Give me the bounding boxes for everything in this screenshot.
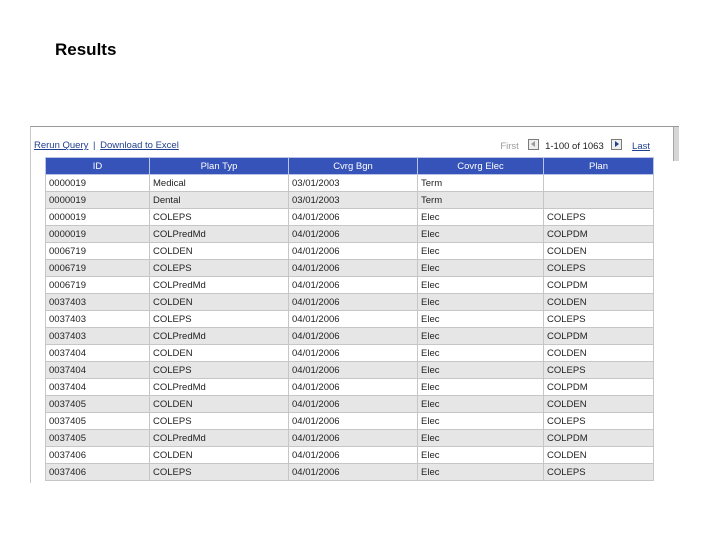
cell-coverage-election: Elec [418, 379, 544, 396]
cell-plan: COLEPS [544, 209, 654, 226]
cell-coverage-begin: 04/01/2006 [289, 413, 418, 430]
cell-plan: COLPDM [544, 226, 654, 243]
cell-coverage-election: Elec [418, 362, 544, 379]
table-row [46, 226, 654, 243]
table-row [46, 209, 654, 226]
cell-coverage-election: Elec [418, 260, 544, 277]
cell-coverage-election: Term [418, 175, 544, 192]
cell-id: 0006719 [46, 243, 150, 260]
cell-coverage-election: Elec [418, 277, 544, 294]
cell-coverage-begin: 04/01/2006 [289, 345, 418, 362]
column-header-coverage-election[interactable]: Covrg Elec [418, 158, 544, 175]
cell-id: 0037403 [46, 294, 150, 311]
column-header-id[interactable]: ID [46, 158, 150, 175]
cell-coverage-begin: 04/01/2006 [289, 294, 418, 311]
cell-coverage-begin: 04/01/2006 [289, 379, 418, 396]
cell-plan-type: Dental [150, 192, 289, 209]
last-page-link[interactable]: Last [632, 141, 650, 152]
cell-plan [544, 175, 654, 192]
cell-id: 0037404 [46, 345, 150, 362]
cell-plan-type: COLEPS [150, 260, 289, 277]
cell-plan-type: COLPredMd [150, 379, 289, 396]
cell-plan: COLDEN [544, 294, 654, 311]
first-page-link[interactable]: First [500, 141, 519, 152]
table-row [46, 260, 654, 277]
cell-id: 0037405 [46, 396, 150, 413]
cell-coverage-election: Elec [418, 447, 544, 464]
arrow-right-icon[interactable] [611, 139, 622, 150]
cell-coverage-election: Term [418, 192, 544, 209]
cell-plan-type: COLDEN [150, 345, 289, 362]
table-row [46, 464, 654, 481]
table-row [46, 447, 654, 464]
cell-id: 0037404 [46, 379, 150, 396]
cell-coverage-begin: 04/01/2006 [289, 260, 418, 277]
download-excel-link[interactable]: Download to Excel [100, 140, 179, 151]
cell-id: 0037405 [46, 430, 150, 447]
table-row [46, 413, 654, 430]
cell-plan: COLEPS [544, 362, 654, 379]
table-body [46, 175, 654, 481]
cell-coverage-begin: 04/01/2006 [289, 464, 418, 481]
table-row [46, 294, 654, 311]
cell-plan-type: Medical [150, 175, 289, 192]
table-row [46, 243, 654, 260]
cell-plan-type: COLDEN [150, 447, 289, 464]
table-row [46, 379, 654, 396]
cell-coverage-election: Elec [418, 464, 544, 481]
cell-plan: COLPDM [544, 430, 654, 447]
cell-plan-type: COLEPS [150, 209, 289, 226]
cell-plan: COLEPS [544, 464, 654, 481]
cell-coverage-election: Elec [418, 345, 544, 362]
cell-coverage-election: Elec [418, 209, 544, 226]
cell-coverage-begin: 03/01/2003 [289, 192, 418, 209]
cell-plan: COLPDM [544, 277, 654, 294]
cell-plan: COLDEN [544, 345, 654, 362]
cell-coverage-begin: 04/01/2006 [289, 396, 418, 413]
table-row [46, 430, 654, 447]
cell-plan: COLEPS [544, 260, 654, 277]
results-table [45, 157, 654, 481]
cell-plan: COLPDM [544, 379, 654, 396]
cell-coverage-election: Elec [418, 243, 544, 260]
table-row [46, 277, 654, 294]
cell-plan: COLDEN [544, 396, 654, 413]
cell-plan-type: COLPredMd [150, 328, 289, 345]
pagination [500, 139, 650, 152]
cell-plan-type: COLEPS [150, 311, 289, 328]
cell-coverage-election: Elec [418, 294, 544, 311]
action-links [34, 140, 179, 151]
cell-coverage-election: Elec [418, 396, 544, 413]
cell-coverage-begin: 04/01/2006 [289, 430, 418, 447]
cell-plan [544, 192, 654, 209]
cell-coverage-begin: 04/01/2006 [289, 243, 418, 260]
cell-coverage-begin: 03/01/2003 [289, 175, 418, 192]
page-range-label: 1-100 of 1063 [545, 141, 604, 152]
link-separator: | [93, 140, 96, 151]
table-header-row [46, 158, 654, 175]
cell-plan-type: COLEPS [150, 413, 289, 430]
table-row [46, 328, 654, 345]
cell-coverage-election: Elec [418, 413, 544, 430]
cell-coverage-election: Elec [418, 430, 544, 447]
cell-plan-type: COLPredMd [150, 277, 289, 294]
table-row [46, 362, 654, 379]
cell-id: 0000019 [46, 175, 150, 192]
cell-plan: COLPDM [544, 328, 654, 345]
cell-id: 0006719 [46, 277, 150, 294]
table-row [46, 345, 654, 362]
cell-coverage-begin: 04/01/2006 [289, 226, 418, 243]
table-row [46, 175, 654, 192]
cell-plan-type: COLPredMd [150, 430, 289, 447]
cell-plan-type: COLEPS [150, 464, 289, 481]
cell-plan: COLEPS [544, 413, 654, 430]
arrow-left-icon[interactable] [528, 139, 539, 150]
cell-id: 0006719 [46, 260, 150, 277]
cell-coverage-election: Elec [418, 328, 544, 345]
cell-coverage-begin: 04/01/2006 [289, 328, 418, 345]
table-row [46, 192, 654, 209]
column-header-coverage-begin[interactable]: Cvrg Bgn [289, 158, 418, 175]
cell-id: 0000019 [46, 192, 150, 209]
cell-coverage-begin: 04/01/2006 [289, 311, 418, 328]
cell-id: 0037403 [46, 328, 150, 345]
cell-plan-type: COLDEN [150, 396, 289, 413]
cell-plan-type: COLDEN [150, 294, 289, 311]
cell-coverage-begin: 04/01/2006 [289, 277, 418, 294]
cell-coverage-election: Elec [418, 226, 544, 243]
cell-id: 0037405 [46, 413, 150, 430]
cell-coverage-election: Elec [418, 311, 544, 328]
cell-id: 0000019 [46, 226, 150, 243]
cell-id: 0037404 [46, 362, 150, 379]
cell-id: 0037406 [46, 447, 150, 464]
rerun-query-link[interactable]: Rerun Query [34, 140, 89, 151]
results-toolbar [31, 127, 674, 157]
cell-plan-type: COLDEN [150, 243, 289, 260]
cell-plan-type: COLEPS [150, 362, 289, 379]
page-title: Results [55, 40, 117, 59]
cell-plan-type: COLPredMd [150, 226, 289, 243]
query-results-panel [30, 126, 679, 483]
cell-id: 0000019 [46, 209, 150, 226]
column-header-plan-type[interactable]: Plan Typ [150, 158, 289, 175]
column-header-plan[interactable]: Plan [544, 158, 654, 175]
table-row [46, 311, 654, 328]
cell-id: 0037403 [46, 311, 150, 328]
cell-coverage-begin: 04/01/2006 [289, 209, 418, 226]
cell-plan: COLDEN [544, 447, 654, 464]
cell-id: 0037406 [46, 464, 150, 481]
table-row [46, 396, 654, 413]
cell-plan: COLDEN [544, 243, 654, 260]
cell-coverage-begin: 04/01/2006 [289, 447, 418, 464]
cell-plan: COLEPS [544, 311, 654, 328]
cell-coverage-begin: 04/01/2006 [289, 362, 418, 379]
